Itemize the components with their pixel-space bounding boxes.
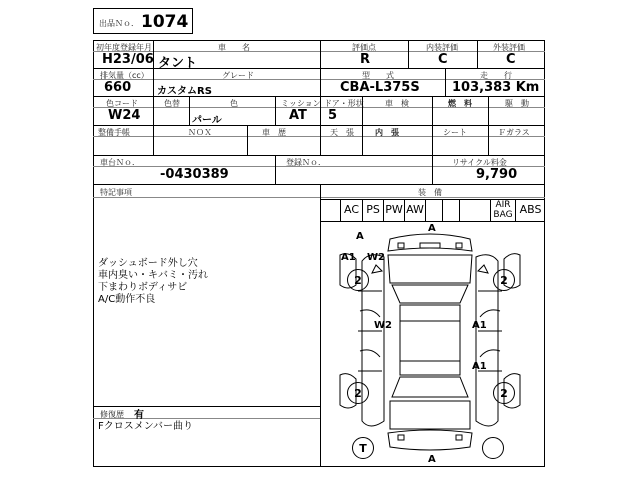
- tire-front-right: 2: [493, 269, 515, 291]
- color-value: パール: [192, 115, 222, 126]
- equipment-header: 装 備: [418, 188, 442, 197]
- damage-quarter-right: A1: [472, 361, 487, 372]
- nox-header: ＮＯＸ: [188, 128, 212, 137]
- mileage-header: 走 行: [480, 71, 512, 80]
- displacement-header: 排気量（cc）: [100, 71, 149, 80]
- car-name-header: 車 名: [218, 43, 250, 52]
- damage-fender-left-a1: A1: [341, 252, 356, 263]
- fuel-header: 燃 料: [448, 99, 472, 108]
- doors-value: 5: [328, 108, 338, 123]
- note-line-2: 車内臭い・キバミ・汚れ: [98, 270, 208, 281]
- int-trim-header: 内 張: [375, 128, 399, 137]
- equip-aw: AW: [404, 199, 425, 221]
- damage-rear-center: A: [428, 454, 436, 465]
- color-code-value: W24: [108, 108, 141, 123]
- damage-front-left-corner: A: [356, 231, 364, 242]
- reg-no-header: 登録Ｎｏ．: [286, 158, 326, 167]
- equip-blank-1: [425, 199, 442, 221]
- chassis-header: 車台Ｎｏ．: [100, 158, 140, 167]
- drive-header: 駆 動: [505, 99, 529, 108]
- recycle-header: リサイクル料金: [452, 158, 507, 167]
- reg-year-header: 初年度登録年月: [96, 43, 152, 52]
- damage-door-right: A1: [472, 320, 487, 331]
- interior-value: C: [438, 52, 448, 67]
- equip-blank-3: [459, 199, 490, 221]
- color-code-header: 色コード: [106, 99, 138, 108]
- score-value: R: [360, 52, 371, 67]
- damage-fender-left-w2: W2: [367, 252, 385, 263]
- equip-pw: PW: [383, 199, 404, 221]
- exterior-header: 外装評価: [493, 43, 525, 52]
- color-header: 色: [230, 99, 238, 108]
- equip-airbag: AIR BAG: [490, 199, 515, 221]
- recycle-value: 9,790: [476, 167, 518, 182]
- lot-number-label: 出品Ｎｏ．: [99, 19, 139, 28]
- mileage-value: 103,383 Km: [452, 80, 540, 95]
- model-header: 型 式: [362, 71, 394, 80]
- inspection-header: 車 検: [385, 99, 409, 108]
- lot-number-box: [93, 8, 193, 34]
- history-header: 車 歴: [262, 128, 286, 137]
- repair-note: Fクロスメンバー曲り: [98, 421, 194, 432]
- sunroof-header: 天 張: [330, 128, 354, 137]
- maintenance-header: 整備手帳: [98, 128, 130, 137]
- spare-tire-right: [482, 437, 504, 459]
- notes-header: 特記事項: [100, 188, 132, 197]
- equip-blank-2: [442, 199, 459, 221]
- tire-rear-left: 2: [347, 382, 369, 404]
- equip-ac: AC: [340, 199, 362, 221]
- equip-ps: PS: [362, 199, 383, 221]
- interior-header: 内装評価: [426, 43, 458, 52]
- note-line-3: 下まわりボディサビ: [98, 282, 188, 293]
- repair-value: 有: [134, 410, 144, 421]
- model-value: CBA-L375S: [340, 80, 420, 95]
- score-header: 評価点: [352, 43, 376, 52]
- equip-abs: ABS: [515, 199, 545, 221]
- reg-year-value: H23/06: [102, 52, 154, 67]
- mission-value: AT: [289, 108, 307, 123]
- exterior-value: C: [506, 52, 516, 67]
- lot-number: 1074: [141, 12, 189, 32]
- note-line-4: A/C動作不良: [98, 294, 156, 305]
- displacement-value: 660: [104, 80, 132, 95]
- glass-header: Ｆガラス: [498, 128, 530, 137]
- damage-front-center: A: [428, 223, 436, 234]
- grade-value: カスタムRS: [157, 86, 212, 97]
- grade-header: グレード: [222, 71, 254, 80]
- chassis-value: -0430389: [160, 167, 229, 182]
- mission-header: ミッション: [281, 99, 321, 108]
- spare-tire: T: [352, 437, 374, 459]
- color-type-header: 色替: [164, 99, 180, 108]
- note-line-1: ダッシュボード外し穴: [98, 258, 198, 269]
- repair-header: 修復歴: [100, 410, 124, 419]
- damage-door-left: W2: [374, 320, 392, 331]
- seat-header: シート: [443, 128, 467, 137]
- car-name-value: タント: [158, 56, 198, 71]
- tire-front-left: 2: [347, 269, 369, 291]
- doors-header: ドア・形状: [324, 99, 364, 108]
- tire-rear-right: 2: [493, 382, 515, 404]
